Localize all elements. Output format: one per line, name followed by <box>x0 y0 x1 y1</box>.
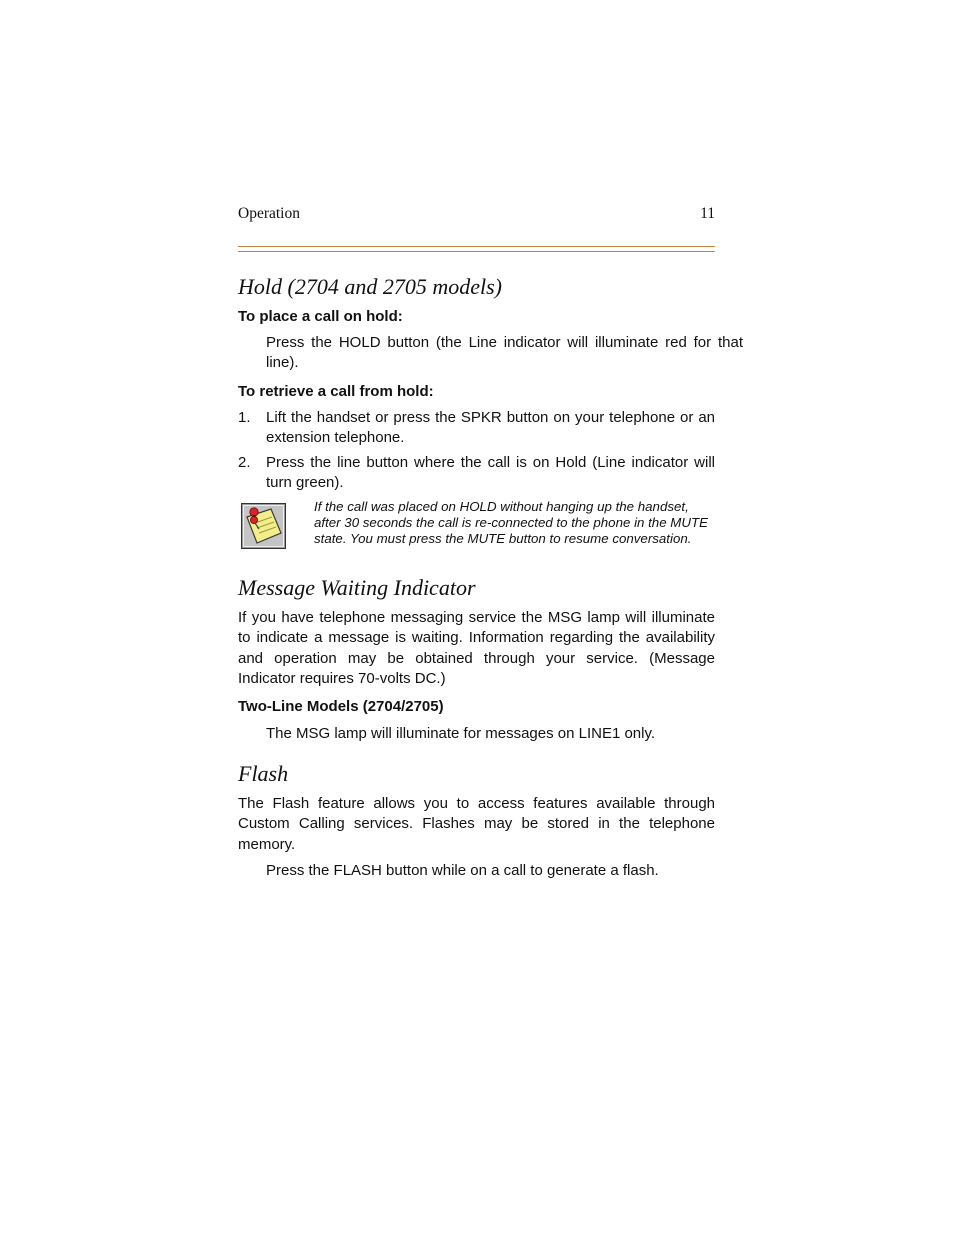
place-hold-text: Press the HOLD button (the Line indicator will illuminate red for that line). <box>266 334 743 372</box>
step-number: 2. <box>238 453 251 471</box>
step-text: Press the line button where the call is on Hold (Line indicator will turn green). <box>266 453 715 491</box>
mwi-heading: Message Waiting Indicator <box>238 575 476 600</box>
flash-instruction: Press the FLASH button while on a call to generate a flash. <box>266 862 659 879</box>
step-number: 1. <box>238 409 251 426</box>
page-number: 11 <box>700 205 715 222</box>
hold-heading: Hold (2704 and 2705 models) <box>238 274 502 299</box>
mwi-text: If you have telephone messaging service the MSG lamp will illuminate to indicate a message is waiting. Information regarding the availability and operation may be obtained through your service. (Message Indicator requires 70-volts DC.) <box>238 609 715 687</box>
header-rule-bottom <box>238 251 715 252</box>
retrieve-hold-subheading: To retrieve a call from hold: <box>238 383 434 400</box>
note-pushpin-icon <box>241 503 286 549</box>
place-hold-subheading: To place a call on hold: <box>238 308 403 325</box>
flash-text: The Flash feature allows you to access features available through Custom Calling services. Flashes may be stored in the telephone memory. <box>238 795 715 853</box>
running-header <box>238 205 715 225</box>
two-line-text: The MSG lamp will illuminate for messages on LINE1 only. <box>266 725 656 742</box>
hold-note-text: If the call was placed on HOLD without hanging up the handset, after 30 seconds the call is re-connected to the phone in the MUTE state. You must press the MUTE button to resume conversation. <box>314 499 708 546</box>
flash-heading: Flash <box>238 761 289 786</box>
step-text: Lift the handset or press the SPKR button on your telephone or an extension telephone. <box>266 409 715 447</box>
two-line-subheading: Two-Line Models (2704/2705) <box>238 698 444 715</box>
header-section-title: Operation <box>238 205 300 222</box>
list-item <box>238 408 715 449</box>
list-item <box>238 453 715 494</box>
retrieve-steps-list <box>238 408 715 493</box>
header-rule-top <box>238 246 715 247</box>
